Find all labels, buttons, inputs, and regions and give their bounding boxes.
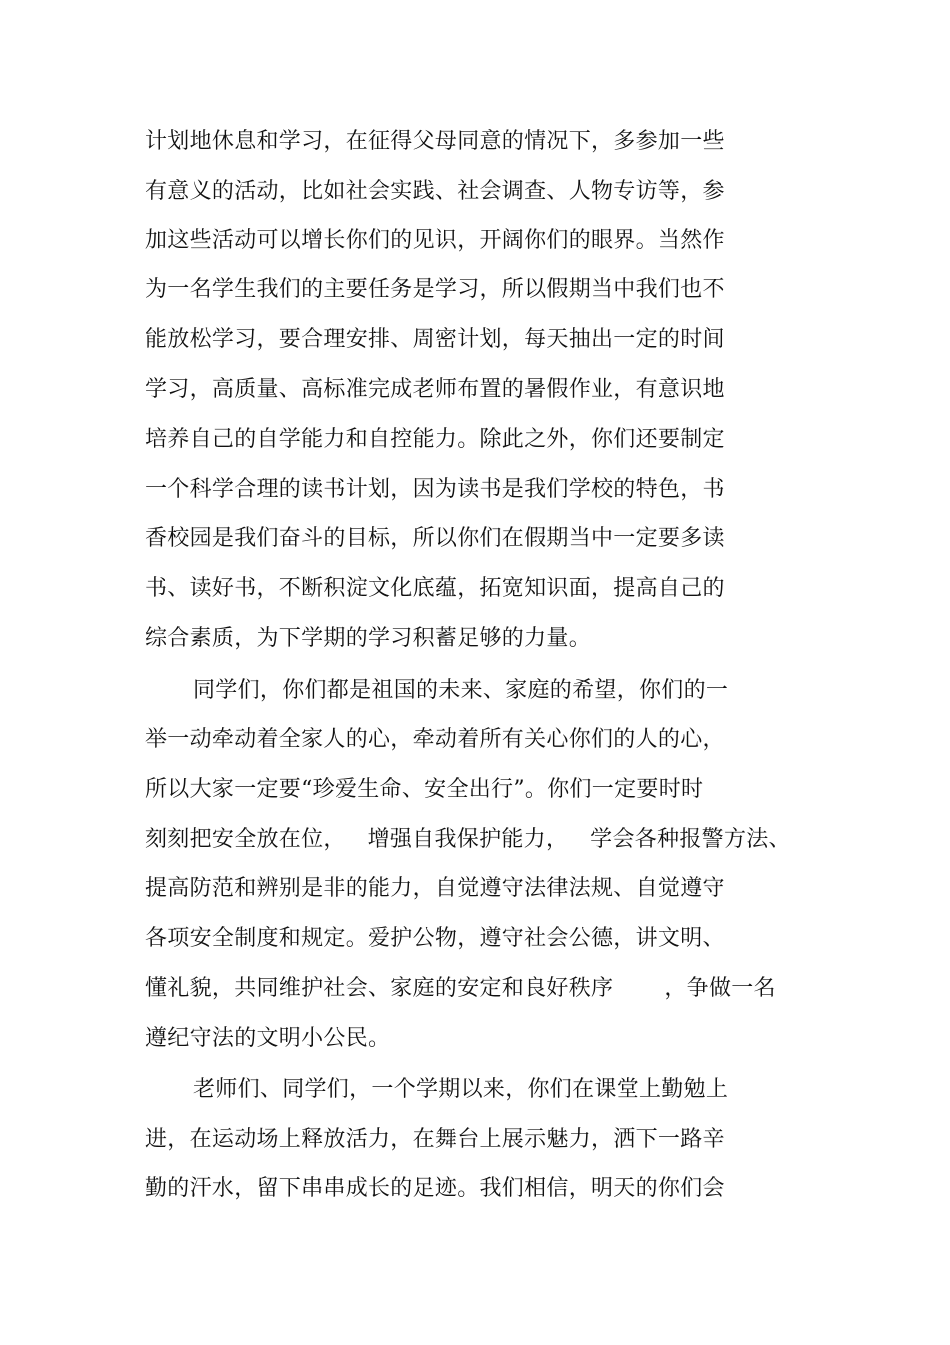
text-line: 加这些活动可以增长你们的见识，开阔你们的眼界。当然作 [145, 228, 725, 253]
text-line: 各项安全制度和规定。爱护公物，遵守社会公德，讲文明、 [145, 926, 725, 951]
text-line: 香校园是我们奋斗的目标，所以你们在假期当中一定要多读 [145, 526, 725, 551]
text-line: 遵纪守法的文明小公民。 [145, 1026, 391, 1051]
text-line: 同学们，你们都是祖国的未来、家庭的希望，你们的一 [193, 678, 729, 703]
text-line: 能放松学习，要合理安排、周密计划，每天抽出一定的时间 [145, 327, 725, 352]
text-line: 培养自己的自学能力和自控能力。除此之外，你们还要制定 [145, 427, 725, 452]
text-line: 举一动牵动着全家人的心，牵动着所有关心你们的人的心， [145, 727, 725, 752]
text-line: 有意义的活动，比如社会实践、社会调查、人物专访等，参 [145, 179, 725, 204]
text-line: 刻刻把安全放在位， 增强自我保护能力， 学会各种报警方法、 [145, 827, 791, 852]
text-line: 老师们、同学们，一个学期以来，你们在课堂上勤勉上 [193, 1077, 729, 1102]
text-line: 勤的汗水，留下串串成长的足迹。我们相信，明天的你们会 [145, 1176, 725, 1201]
text-line: 学习，高质量、高标准完成老师布置的暑假作业，有意识地 [145, 377, 725, 402]
text-line: 书、读好书，不断积淀文化底蕴，拓宽知识面，提高自己的 [145, 576, 725, 601]
text-line: 提高防范和辨别是非的能力，自觉遵守法律法规、自觉遵守 [145, 876, 725, 901]
text-line: 所以大家一定要“珍爱生命、安全出行”。你们一定要时时 [145, 777, 704, 802]
text-line: 综合素质，为下学期的学习积蓄足够的力量。 [145, 626, 592, 651]
text-line: 进，在运动场上释放活力，在舞台上展示魅力，洒下一路辛 [145, 1127, 725, 1152]
text-line: 一个科学合理的读书计划，因为读书是我们学校的特色，书 [145, 477, 725, 502]
text-line: 为一名学生我们的主要任务是学习，所以假期当中我们也不 [145, 277, 725, 302]
text-line: 计划地休息和学习，在征得父母同意的情况下，多参加一些 [145, 129, 725, 154]
text-line: 懂礼貌，共同维护社会、家庭的安定和良好秩序 ，争做一名 [145, 976, 776, 1001]
